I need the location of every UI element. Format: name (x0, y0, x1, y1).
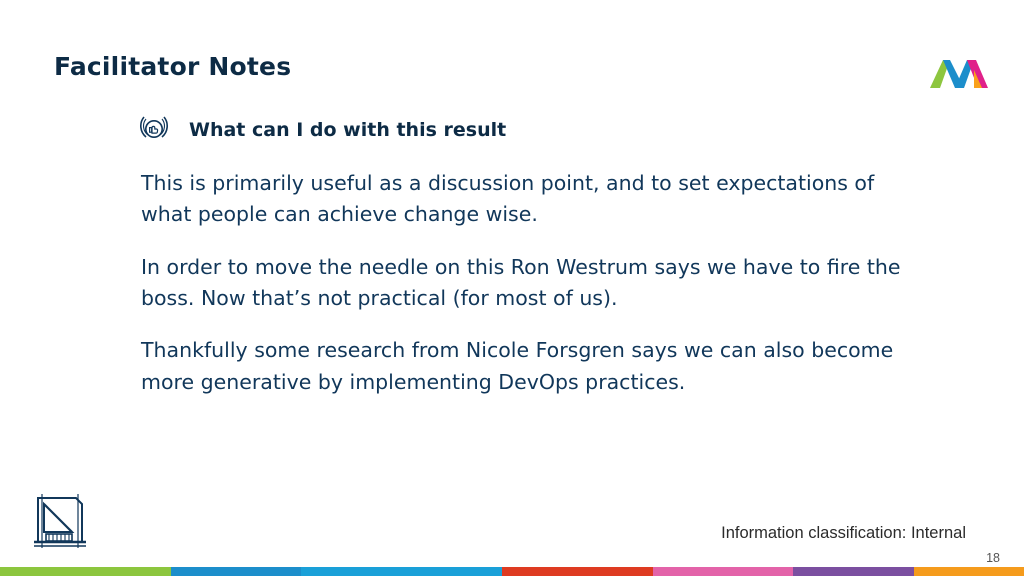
bar-segment (301, 567, 502, 576)
classification-label: Information classification: Internal (721, 524, 966, 542)
ruler-drawing-icon (24, 490, 96, 556)
bar-segment (914, 567, 1024, 576)
bar-segment (171, 567, 302, 576)
bar-segment (502, 567, 653, 576)
section-heading-label: What can I do with this result (189, 119, 507, 141)
bar-segment (0, 567, 171, 576)
page-title: Facilitator Notes (54, 52, 292, 81)
body-text (141, 168, 931, 398)
bar-segment (653, 567, 794, 576)
paragraph-3: Thankfully some research from Nicole Forsgren says we can also become more generative by implementing DevOps practices. (141, 338, 894, 394)
company-logo-icon (930, 52, 988, 88)
medal-icon (137, 113, 171, 147)
bar-segment (793, 567, 913, 576)
page-number: 18 (986, 551, 1000, 565)
paragraph-2: In order to move the needle on this Ron Westrum says we have to fire the boss. Now that’s not practical (for most of us). (141, 254, 901, 311)
section-heading (137, 113, 506, 147)
paragraph-1: This is primarily useful as a discussion point, and to set expectations of what people can achieve change wise. (141, 171, 875, 227)
footer-color-bar (0, 567, 1024, 576)
